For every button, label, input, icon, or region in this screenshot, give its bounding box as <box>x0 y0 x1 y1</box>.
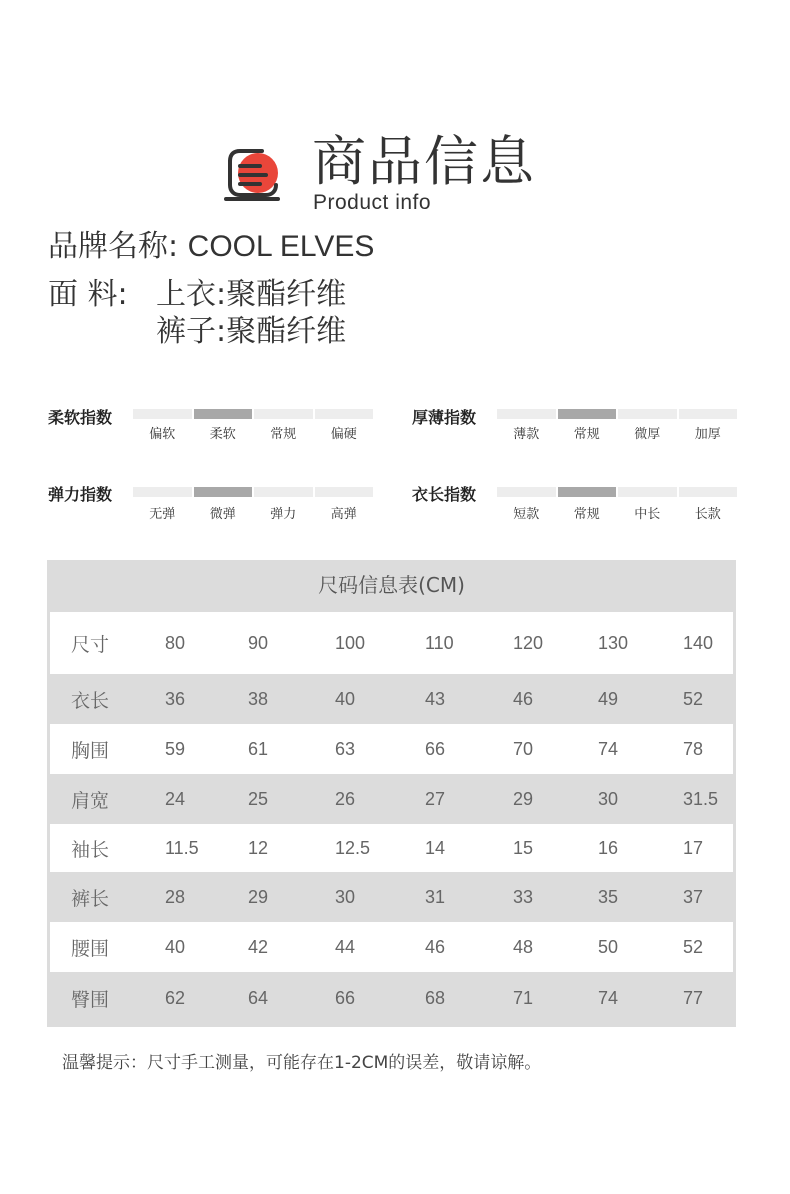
table-row <box>50 674 733 724</box>
index-option: 短款 <box>513 507 540 522</box>
index-options <box>497 423 737 442</box>
row-header: 胸围 <box>71 739 110 762</box>
table-cell: 100 <box>335 632 366 653</box>
table-cell: 17 <box>683 837 704 858</box>
index-segment <box>254 409 313 419</box>
index-option: 薄款 <box>513 427 540 442</box>
row-header: 肩宽 <box>71 789 110 812</box>
brand-value: COOL ELVES <box>187 230 375 263</box>
table-row <box>50 774 733 824</box>
material-top-line <box>156 276 346 314</box>
table-cell: 80 <box>165 632 186 653</box>
table-cell: 71 <box>513 987 534 1008</box>
index-segment-selected <box>194 409 253 419</box>
table-row <box>50 824 733 872</box>
table-cell: 33 <box>513 886 534 907</box>
table-cell: 16 <box>598 837 619 858</box>
table-cell: 28 <box>165 886 186 907</box>
table-cell: 120 <box>513 632 544 653</box>
table-cell: 52 <box>683 936 704 957</box>
table-row <box>50 872 733 922</box>
table-cell: 74 <box>598 987 619 1008</box>
table-cell: 40 <box>335 688 356 709</box>
index-option: 偏硬 <box>330 427 357 442</box>
table-cell: 40 <box>165 936 186 957</box>
table-cell: 27 <box>425 788 446 809</box>
material-top-label: 上衣: <box>156 277 227 312</box>
index-segment-selected <box>194 487 253 497</box>
row-header: 臀围 <box>71 988 110 1011</box>
row-header: 裤长 <box>71 887 110 910</box>
row-header: 尺寸 <box>71 633 110 656</box>
index-segment <box>133 409 192 419</box>
table-row <box>50 972 733 1024</box>
table-cell: 42 <box>248 936 269 957</box>
index-segment <box>679 487 738 497</box>
index-label: 厚薄指数 <box>412 408 477 427</box>
table-row <box>50 612 733 674</box>
table-cell: 90 <box>248 632 269 653</box>
index-segment <box>315 409 374 419</box>
size-table <box>47 560 736 1027</box>
index-option: 微厚 <box>634 427 661 442</box>
table-cell: 50 <box>598 936 619 957</box>
table-cell: 26 <box>335 788 356 809</box>
table-cell: 62 <box>165 987 186 1008</box>
index-scale <box>133 409 373 419</box>
table-cell: 52 <box>683 688 704 709</box>
index-segment <box>497 409 556 419</box>
row-header: 腰围 <box>71 937 110 960</box>
index-segment <box>315 487 374 497</box>
index-scale <box>133 487 373 497</box>
page-subtitle: Product info <box>313 191 432 214</box>
table-cell: 31.5 <box>683 788 719 809</box>
index-option: 无弹 <box>149 507 176 522</box>
table-cell: 61 <box>248 738 269 759</box>
table-cell: 38 <box>248 688 269 709</box>
table-cell: 66 <box>335 987 356 1008</box>
index-option: 微弹 <box>209 507 236 522</box>
index-option: 偏软 <box>149 427 176 442</box>
table-cell: 140 <box>683 632 714 653</box>
index-segment <box>618 487 677 497</box>
table-cell: 12 <box>248 837 269 858</box>
document-badge-icon <box>222 143 284 205</box>
index-label: 弹力指数 <box>48 485 113 504</box>
table-cell: 36 <box>165 688 186 709</box>
material-pants-line <box>156 313 346 351</box>
table-cell: 11.5 <box>165 837 199 858</box>
table-cell: 29 <box>513 788 534 809</box>
index-option: 常规 <box>573 427 600 442</box>
material-pants-label: 裤子: <box>156 314 227 349</box>
brand-line <box>48 228 374 266</box>
index-segment <box>618 409 677 419</box>
table-cell: 29 <box>248 886 269 907</box>
table-row <box>50 724 733 774</box>
table-cell: 68 <box>425 987 446 1008</box>
table-cell: 110 <box>425 632 454 653</box>
table-row <box>50 922 733 972</box>
index-options <box>133 423 373 442</box>
table-cell: 14 <box>425 837 446 858</box>
page-title: 商品信息 <box>312 130 536 193</box>
table-cell: 70 <box>513 738 534 759</box>
index-segment-selected <box>558 487 617 497</box>
table-cell: 77 <box>683 987 704 1008</box>
table-cell: 37 <box>683 886 704 907</box>
index-option: 常规 <box>270 427 297 442</box>
index-option: 长款 <box>694 507 721 522</box>
index-option: 柔软 <box>209 427 236 442</box>
table-cell: 74 <box>598 738 619 759</box>
material-top-value: 聚酯纤维 <box>226 277 347 312</box>
table-cell: 46 <box>513 688 534 709</box>
table-cell: 12.5 <box>335 837 371 858</box>
index-label: 衣长指数 <box>412 485 477 504</box>
table-cell: 49 <box>598 688 619 709</box>
table-cell: 59 <box>165 738 186 759</box>
table-cell: 24 <box>165 788 186 809</box>
row-header: 衣长 <box>71 689 110 712</box>
index-option: 弹力 <box>270 507 297 522</box>
table-cell: 63 <box>335 738 356 759</box>
index-option: 加厚 <box>694 427 721 442</box>
index-segment <box>497 487 556 497</box>
index-label: 柔软指数 <box>48 408 113 427</box>
index-scale <box>497 409 737 419</box>
index-scale <box>497 487 737 497</box>
table-cell: 66 <box>425 738 446 759</box>
table-cell: 15 <box>513 837 534 858</box>
table-cell: 130 <box>598 632 629 653</box>
index-option: 常规 <box>573 507 600 522</box>
index-options <box>133 503 373 522</box>
measurement-tip: 温馨提示：尺寸手工测量，可能存在1-2CM的误差，敬请谅解。 <box>62 1053 542 1073</box>
index-segment <box>133 487 192 497</box>
table-cell: 48 <box>513 936 534 957</box>
index-segment <box>254 487 313 497</box>
brand-label: 品牌名称: <box>48 229 179 264</box>
index-segment <box>679 409 738 419</box>
material-pants-value: 聚酯纤维 <box>226 314 347 349</box>
row-header: 袖长 <box>71 838 110 861</box>
index-option: 中长 <box>634 507 661 522</box>
table-cell: 30 <box>335 886 356 907</box>
index-option: 高弹 <box>330 507 357 522</box>
index-segment-selected <box>558 409 617 419</box>
table-cell: 44 <box>335 936 356 957</box>
table-cell: 64 <box>248 987 269 1008</box>
table-cell: 43 <box>425 688 446 709</box>
index-options <box>497 503 737 522</box>
table-cell: 35 <box>598 886 619 907</box>
table-cell: 30 <box>598 788 619 809</box>
material-label: 面 料: <box>48 277 128 312</box>
table-cell: 46 <box>425 936 446 957</box>
table-cell: 78 <box>683 738 704 759</box>
table-cell: 25 <box>248 788 269 809</box>
table-cell: 31 <box>425 886 446 907</box>
size-table-title: 尺码信息表(CM) <box>318 573 465 597</box>
